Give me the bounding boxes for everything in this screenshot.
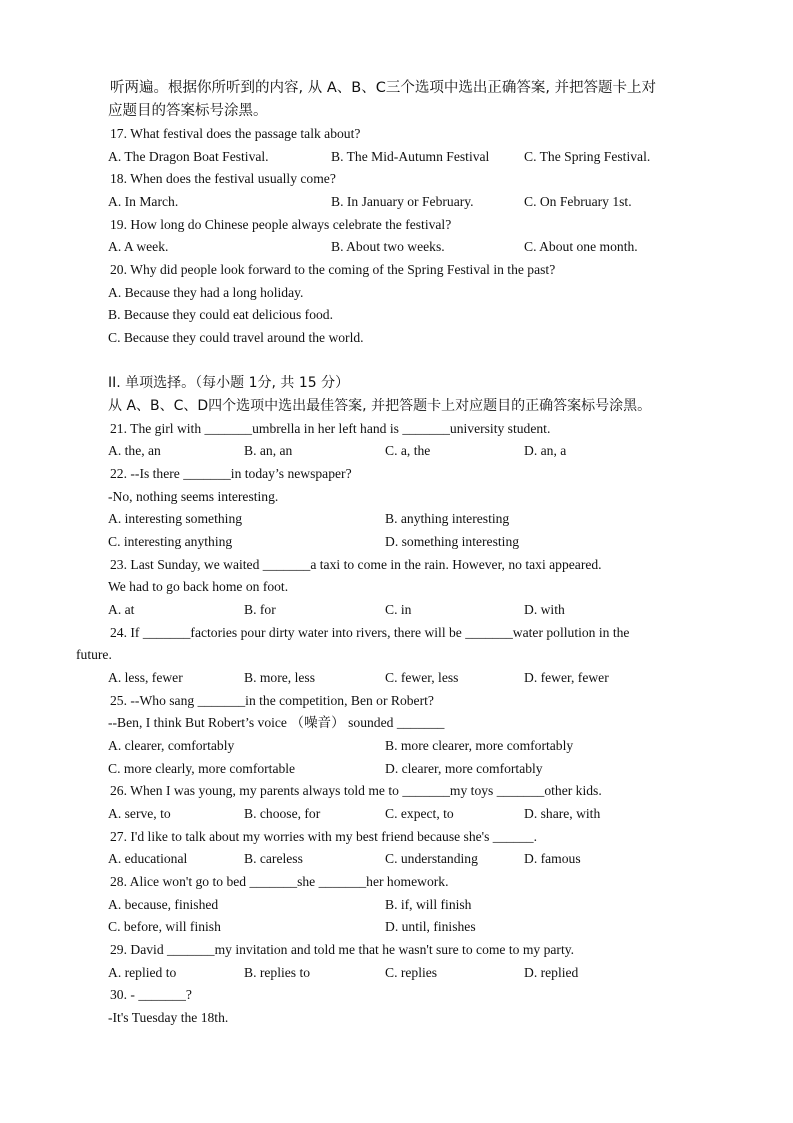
question-21-option-d[interactable]: D. an, a (524, 443, 567, 458)
question-27-option-b[interactable]: B. careless (244, 851, 303, 866)
question-22-option-c[interactable]: C. interesting anything (108, 534, 233, 549)
question-24-option-b[interactable]: B. more, less (244, 670, 315, 685)
question-17-stem: 17. What festival does the passage talk about? (110, 126, 361, 141)
question-27-option-c[interactable]: C. understanding (385, 851, 478, 866)
question-19-option-c[interactable]: C. About one month. (524, 239, 638, 254)
question-23-option-a[interactable]: A. at (108, 602, 135, 617)
question-18-stem: 18. When does the festival usually come? (110, 171, 336, 186)
question-30-answer-line: -It's Tuesday the 18th. (108, 1010, 229, 1025)
question-29-option-b[interactable]: B. replies to (244, 965, 311, 980)
question-23-stem-continued: We had to go back home on foot. (108, 579, 289, 594)
question-21-option-b[interactable]: B. an, an (244, 443, 293, 458)
question-26-stem: 26. When I was young, my parents always told me to _______my toys _______other kids. (110, 783, 602, 798)
question-29-option-c[interactable]: C. replies (385, 965, 438, 980)
section-2-title: II. 单项选择。（每小题 1分, 共 15 分） (108, 375, 350, 391)
question-23-option-c[interactable]: C. in (385, 602, 412, 617)
question-23-option-d[interactable]: D. with (524, 602, 565, 617)
question-18-option-a[interactable]: A. In March. (108, 194, 179, 209)
question-28-stem: 28. Alice won't go to bed _______she _______her homework. (110, 874, 449, 889)
question-28-option-b[interactable]: B. if, will finish (385, 897, 472, 912)
question-21-stem: 21. The girl with _______umbrella in her left hand is _______university student. (110, 421, 551, 436)
question-20-stem: 20. Why did people look forward to the coming of the Spring Festival in the past? (110, 262, 556, 277)
question-22-option-b[interactable]: B. anything interesting (385, 511, 510, 526)
question-23-stem: 23. Last Sunday, we waited _______a taxi to come in the rain. However, no taxi appeared. (110, 557, 602, 572)
question-29-stem: 29. David _______my invitation and told me that he wasn't sure to come to my party. (110, 942, 575, 957)
question-18-option-c[interactable]: C. On February 1st. (524, 194, 632, 209)
question-24-option-c[interactable]: C. fewer, less (385, 670, 459, 685)
question-30-stem: 30. - _______? (110, 987, 192, 1002)
question-28-option-c[interactable]: C. before, will finish (108, 919, 221, 934)
question-22-option-a[interactable]: A. interesting something (108, 511, 243, 526)
question-19-option-b[interactable]: B. About two weeks. (331, 239, 445, 254)
question-18-option-b[interactable]: B. In January or February. (331, 194, 474, 209)
question-29-option-a[interactable]: A. replied to (108, 965, 177, 980)
question-28-option-d[interactable]: D. until, finishes (385, 919, 476, 934)
listening-instruction-line-1: 听两遍。根据你所听到的内容, 从 A、B、C三个选项中选出正确答案, 并把答题卡上对 (110, 80, 657, 96)
listening-instruction-line-2: 应题目的答案标号涂黑。 (108, 103, 268, 119)
question-27-option-a[interactable]: A. educational (108, 851, 188, 866)
question-25-answer-line: --Ben, I think But Robert’s voice （噪音） sounded _______ (108, 715, 445, 730)
question-24-stem: 24. If _______factories pour dirty water into rivers, there will be _______water pollution in the (110, 625, 630, 640)
question-26-option-c[interactable]: C. expect, to (385, 806, 454, 821)
question-25-option-a[interactable]: A. clearer, comfortably (108, 738, 235, 753)
question-29-option-d[interactable]: D. replied (524, 965, 579, 980)
question-24-option-a[interactable]: A. less, fewer (108, 670, 183, 685)
question-20-option-a[interactable]: A. Because they had a long holiday. (108, 285, 304, 300)
question-19-stem: 19. How long do Chinese people always celebrate the festival? (110, 217, 452, 232)
question-26-option-b[interactable]: B. choose, for (244, 806, 321, 821)
question-26-option-a[interactable]: A. serve, to (108, 806, 171, 821)
question-25-option-d[interactable]: D. clearer, more comfortably (385, 761, 543, 776)
question-28-option-a[interactable]: A. because, finished (108, 897, 219, 912)
question-21-option-a[interactable]: A. the, an (108, 443, 161, 458)
question-24-option-d[interactable]: D. fewer, fewer (524, 670, 609, 685)
question-23-option-b[interactable]: B. for (244, 602, 276, 617)
question-22-stem: 22. --Is there _______in today’s newspaper? (110, 466, 352, 481)
question-21-option-c[interactable]: C. a, the (385, 443, 431, 458)
question-22-option-d[interactable]: D. something interesting (385, 534, 520, 549)
question-17-option-c[interactable]: C. The Spring Festival. (524, 149, 651, 164)
question-27-stem: 27. I'd like to talk about my worries with my best friend because she's ______. (110, 829, 537, 844)
question-26-option-d[interactable]: D. share, with (524, 806, 601, 821)
question-20-option-b[interactable]: B. Because they could eat delicious food. (108, 307, 333, 322)
question-27-option-d[interactable]: D. famous (524, 851, 581, 866)
question-19-option-a[interactable]: A. A week. (108, 239, 169, 254)
question-20-option-c[interactable]: C. Because they could travel around the world. (108, 330, 364, 345)
section-2-instruction: 从 A、B、C、D四个选项中选出最佳答案, 并把答题卡上对应题目的正确答案标号涂黑。 (108, 398, 652, 414)
question-25-stem: 25. --Who sang _______in the competition, Ben or Robert? (110, 693, 434, 708)
question-24-stem-continued: future. (76, 647, 112, 662)
question-17-option-b[interactable]: B. The Mid-Autumn Festival (331, 149, 490, 164)
question-25-option-b[interactable]: B. more clearer, more comfortably (385, 738, 574, 753)
question-25-option-c[interactable]: C. more clearly, more comfortable (108, 761, 296, 776)
question-22-answer-line: -No, nothing seems interesting. (108, 489, 279, 504)
question-17-option-a[interactable]: A. The Dragon Boat Festival. (108, 149, 269, 164)
